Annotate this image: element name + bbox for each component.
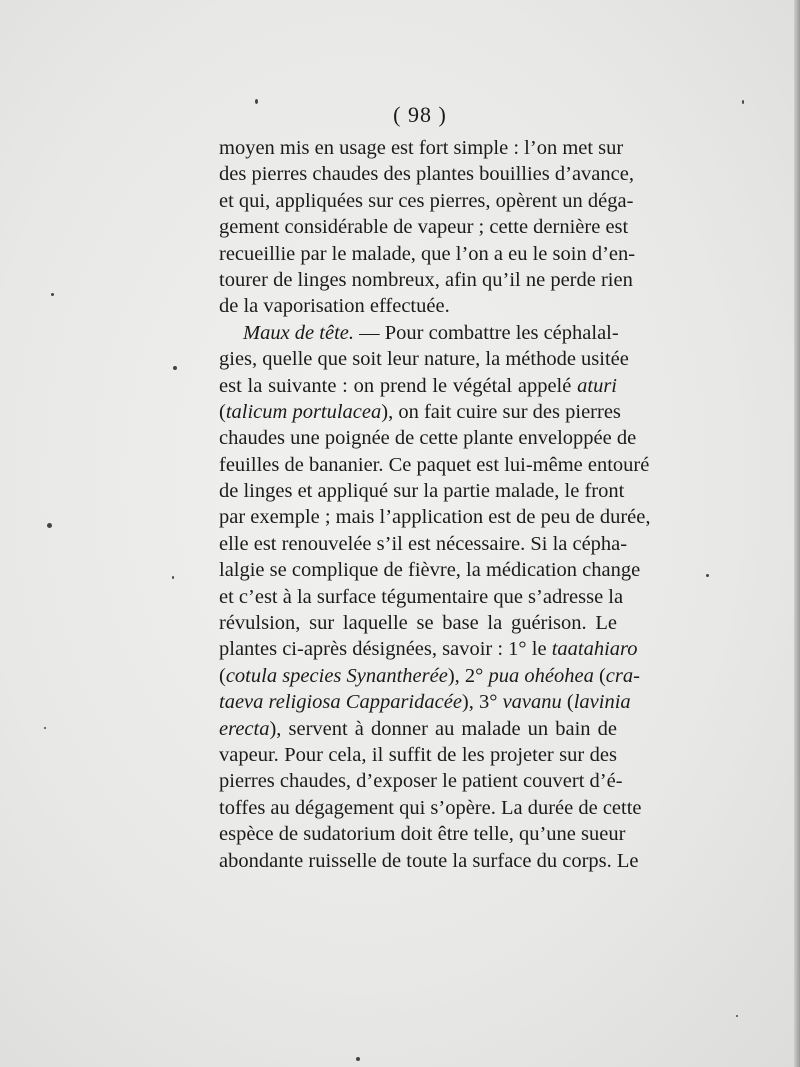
italic-text: vavanu (502, 691, 562, 714)
text-line: de linges et appliqué sur la partie malade, le front (219, 480, 625, 503)
page-edge-shadow (794, 0, 800, 1067)
text-line (219, 663, 640, 689)
text-segment: ( (593, 664, 606, 687)
ink-speck (736, 1015, 738, 1017)
text-segment: — Pour combattre les céphalal- (354, 321, 619, 344)
text-line: pierres chaudes, d’exposer le patient couvert d’é- (219, 770, 623, 793)
page-number: ( 98 ) (393, 102, 447, 127)
text-segment: ( (219, 664, 226, 687)
ink-speck (356, 1057, 360, 1061)
ink-speck (255, 99, 258, 104)
text-line: toffes au dégagement qui s’opère. La durée de cette (219, 796, 642, 819)
text-line (219, 373, 617, 399)
text-segment: est la suivante : on prend le végétal appelé (219, 374, 578, 397)
text-segment: ), servent à donner au malade un bain de (269, 717, 617, 740)
text-line: gement considérable de vapeur ; cette dernière est (219, 216, 629, 239)
text-line (219, 636, 638, 662)
text-line (219, 716, 617, 742)
text-line: révulsion, sur laquelle se base la guérison. Le (219, 612, 617, 635)
text-line: et c’est à la surface tégumentaire que s’adresse la (219, 585, 624, 608)
italic-text: pua ohéohea (488, 664, 594, 687)
text-line: recueillie par le malade, que l’on a eu le soin d’en- (219, 242, 636, 265)
text-line: des pierres chaudes des plantes bouillies d’avance, (219, 163, 634, 186)
text-line: de la vaporisation effectuée. (219, 295, 450, 318)
text-line: chaudes une poignée de cette plante enveloppée de (219, 427, 637, 450)
text-line (219, 320, 617, 346)
text-line: abondante ruisselle de toute la surface du corps. Le (219, 849, 639, 872)
text-line: espèce de sudatorium doit être telle, qu’une sueur (219, 823, 626, 846)
ink-speck (51, 293, 54, 296)
text-line: lalgie se complique de fièvre, la médication change (219, 559, 641, 582)
italic-text: erecta (219, 717, 270, 740)
text-segment: ), 2° (447, 664, 489, 687)
ink-speck (172, 576, 174, 579)
text-line: elle est renouvelée s’il est nécessaire. Si la cépha- (219, 532, 628, 555)
ink-speck (742, 100, 744, 104)
text-line: gies, quelle que soit leur nature, la méthode usitée (219, 348, 629, 371)
italic-text: Maux de tête. (243, 321, 354, 344)
text-segment: ), on fait cuire sur des pierres (381, 400, 621, 423)
text-segment: ( (219, 400, 226, 423)
text-segment: ( (561, 691, 574, 714)
italic-text: taatahiaro (551, 638, 638, 661)
italic-text: cotula species Synantherée (225, 664, 448, 687)
ink-speck (44, 727, 46, 729)
italic-text: cra- (605, 664, 640, 687)
italic-text: aturi (577, 374, 617, 397)
text-line: moyen mis en usage est fort simple : l’on met sur (219, 137, 624, 159)
ink-speck (706, 574, 709, 577)
text-line: et qui, appliquées sur ces pierres, opèrent un déga- (219, 189, 634, 212)
italic-text: talicum portulacea (225, 400, 382, 423)
text-segment: plantes ci-après désignées, savoir : 1° le (219, 638, 552, 661)
italic-text: lavinia (573, 691, 631, 714)
text-line (219, 689, 631, 715)
body-text (219, 135, 651, 874)
ink-speck (173, 366, 177, 370)
text-line (219, 399, 621, 425)
text-line: tourer de linges nombreux, afin qu’il ne perde rien (219, 268, 633, 291)
text-line: par exemple ; mais l’application est de peu de durée, (219, 506, 651, 529)
italic-text: taeva religiosa Capparidacée (219, 691, 462, 714)
ink-speck (47, 523, 52, 528)
text-line: feuilles de bananier. Ce paquet est lui-même entouré (219, 453, 650, 476)
text-line: vapeur. Pour cela, il suffit de les projeter sur des (219, 743, 617, 766)
text-segment: ), 3° (461, 691, 503, 714)
